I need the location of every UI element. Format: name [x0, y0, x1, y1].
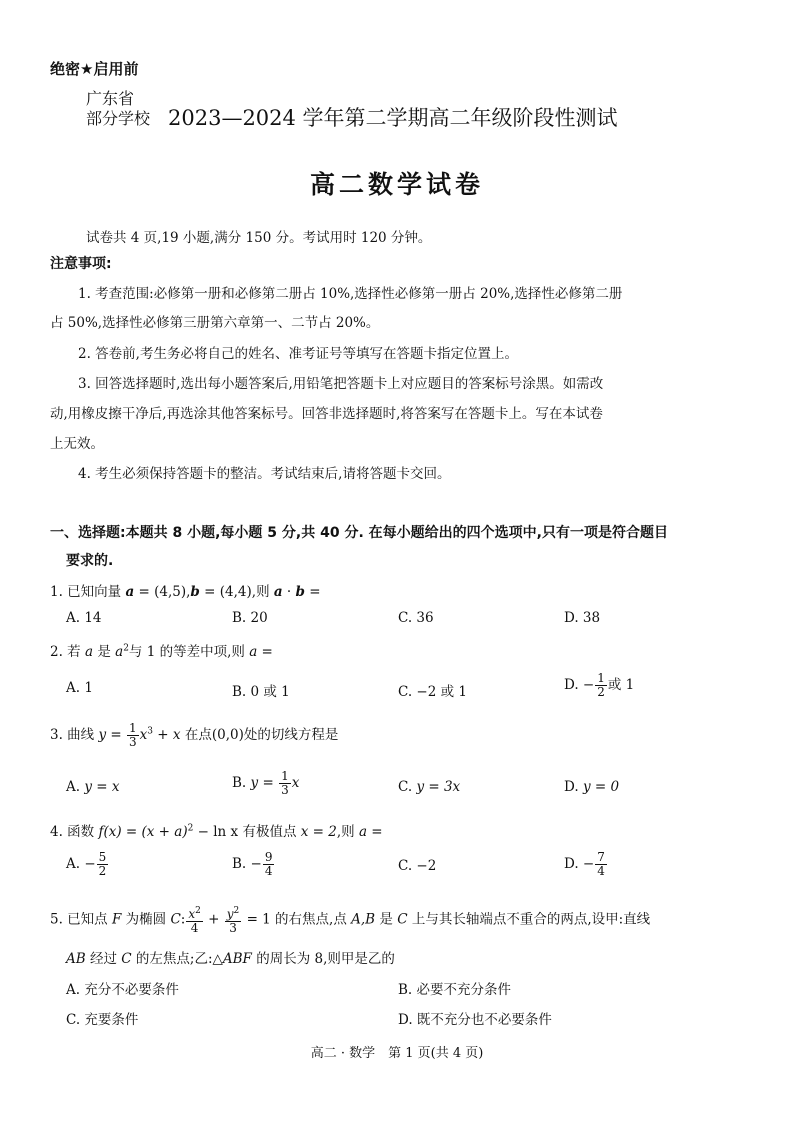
question-3-stem: 3. 曲线 y = $\frac{1}{3}$ $x^3 + x$ 在点(0,0)处的切线方程是	[50, 721, 339, 749]
school-line-2: 部分学校	[86, 109, 151, 128]
fraction: $\frac{1}{3}$	[129, 721, 137, 749]
fraction: $\frac{y^2}{3}$	[226, 906, 240, 935]
question-4-stem: 4. 函数 $f(x) = (x + a)^2 - \ln x$ 有极值点 x = 2,则 a =	[50, 823, 383, 840]
exam-title: 2023—2024 学年第二学期高二年级阶段性测试	[168, 106, 618, 130]
school-block	[86, 89, 150, 129]
intro-text: 试卷共 4 页,19 小题,满分 150 分。考试用时 120 分钟。	[86, 230, 432, 246]
fraction: $\frac{1}{3}$	[281, 769, 289, 797]
school-line-1: 广东省	[86, 89, 135, 108]
fraction: $\frac{5}{2}$	[98, 850, 107, 878]
question-4-option-c: C. −2	[398, 858, 437, 874]
section-1-title-line-1: 一、选择题:本题共 8 小题,每小题 5 分,共 40 分. 在每小题给出的四个选项中,只有一项是符合题目	[50, 525, 668, 541]
secret-mark: 绝密★启用前	[50, 60, 139, 78]
note-2: 2. 答卷前,考生务必将自己的姓名、准考证号等填写在答题卡指定位置上。	[78, 346, 518, 362]
fraction: $\frac{1}{2}$	[597, 671, 605, 699]
subject-title: 高二数学试卷	[309, 170, 484, 199]
fraction: $\frac{x^2}{4}$	[188, 906, 201, 935]
question-1-option-a: A. 14	[66, 610, 102, 626]
question-1-option-c: C. 36	[398, 610, 434, 626]
question-2-stem: 2. 若 a 是 $a^2$与 1 的等差中项,则 a =	[50, 643, 273, 660]
note-3-line-2: 动,用橡皮擦干净后,再选涂其他答案标号。回答非选择题时,将答案写在答题卡上。写在本试卷	[50, 406, 603, 422]
question-5-option-a: A. 充分不必要条件	[66, 982, 179, 998]
question-4-option-b: B. − $\frac{9}{4}$	[232, 850, 273, 878]
note-4: 4. 考生必须保持答题卡的整洁。考试结束后,请将答题卡交回。	[78, 466, 451, 482]
question-1-option-d: D. 38	[564, 610, 601, 626]
note-3-line-3: 上无效。	[50, 436, 104, 452]
question-3-option-d: D. y = 0	[564, 779, 620, 795]
question-2-option-c: C. −2 或 1	[398, 684, 468, 700]
question-1-option-b: B. 20	[232, 610, 268, 626]
question-2-option-a: A. 1	[66, 680, 93, 696]
note-3-line-1: 3. 回答选择题时,选出每小题答案后,用铅笔把答题卡上对应题目的答案标号涂黑。如需改	[78, 376, 604, 392]
question-5-option-d: D. 既不充分也不必要条件	[398, 1012, 552, 1028]
question-4-option-d: D. − $\frac{7}{4}$	[564, 850, 605, 878]
question-5-stem-line-1: 5. 已知点 F 为椭圆 C: $\frac{x^2}{4}$ + $\frac{y^2}{3}$ = 1 的右焦点,点 A,B 是 C 上与其长轴端点不重合的两点,设甲:直线	[50, 906, 651, 935]
question-1-stem: 1. 已知向量 a = (4,5),b = (4,4),则 a · b =	[50, 584, 321, 600]
question-2-option-b: B. 0 或 1	[232, 684, 290, 700]
question-3-option-b: B. y = $\frac{1}{3}$ x	[232, 769, 300, 797]
question-3-option-c: C. y = 3x	[398, 779, 461, 795]
question-4-option-a: A. − $\frac{5}{2}$	[66, 850, 107, 878]
question-3-option-a: A. y = x	[66, 779, 120, 795]
question-5-option-b: B. 必要不充分条件	[398, 982, 512, 998]
note-1-line-1: 1. 考查范围:必修第一册和必修第二册占 10%,选择性必修第一册占 20%,选择性必修第二册	[78, 286, 623, 302]
question-5-stem-line-2: AB 经过 C 的左焦点;乙:△ABF 的周长为 8,则甲是乙的	[66, 951, 395, 967]
page-footer: 高二 · 数学 第 1 页(共 4 页)	[310, 1046, 484, 1061]
section-1-title-line-2: 要求的.	[66, 553, 114, 569]
fraction: $\frac{7}{4}$	[597, 850, 605, 878]
fraction: $\frac{9}{4}$	[264, 850, 273, 878]
note-1-line-2: 占 50%,选择性必修第三册第六章第一、二节占 20%。	[50, 315, 380, 331]
question-5-option-c: C. 充要条件	[66, 1012, 139, 1028]
question-2-option-d: D. − $\frac{1}{2}$ 或 1	[564, 671, 635, 699]
notes-heading: 注意事项:	[50, 256, 112, 272]
